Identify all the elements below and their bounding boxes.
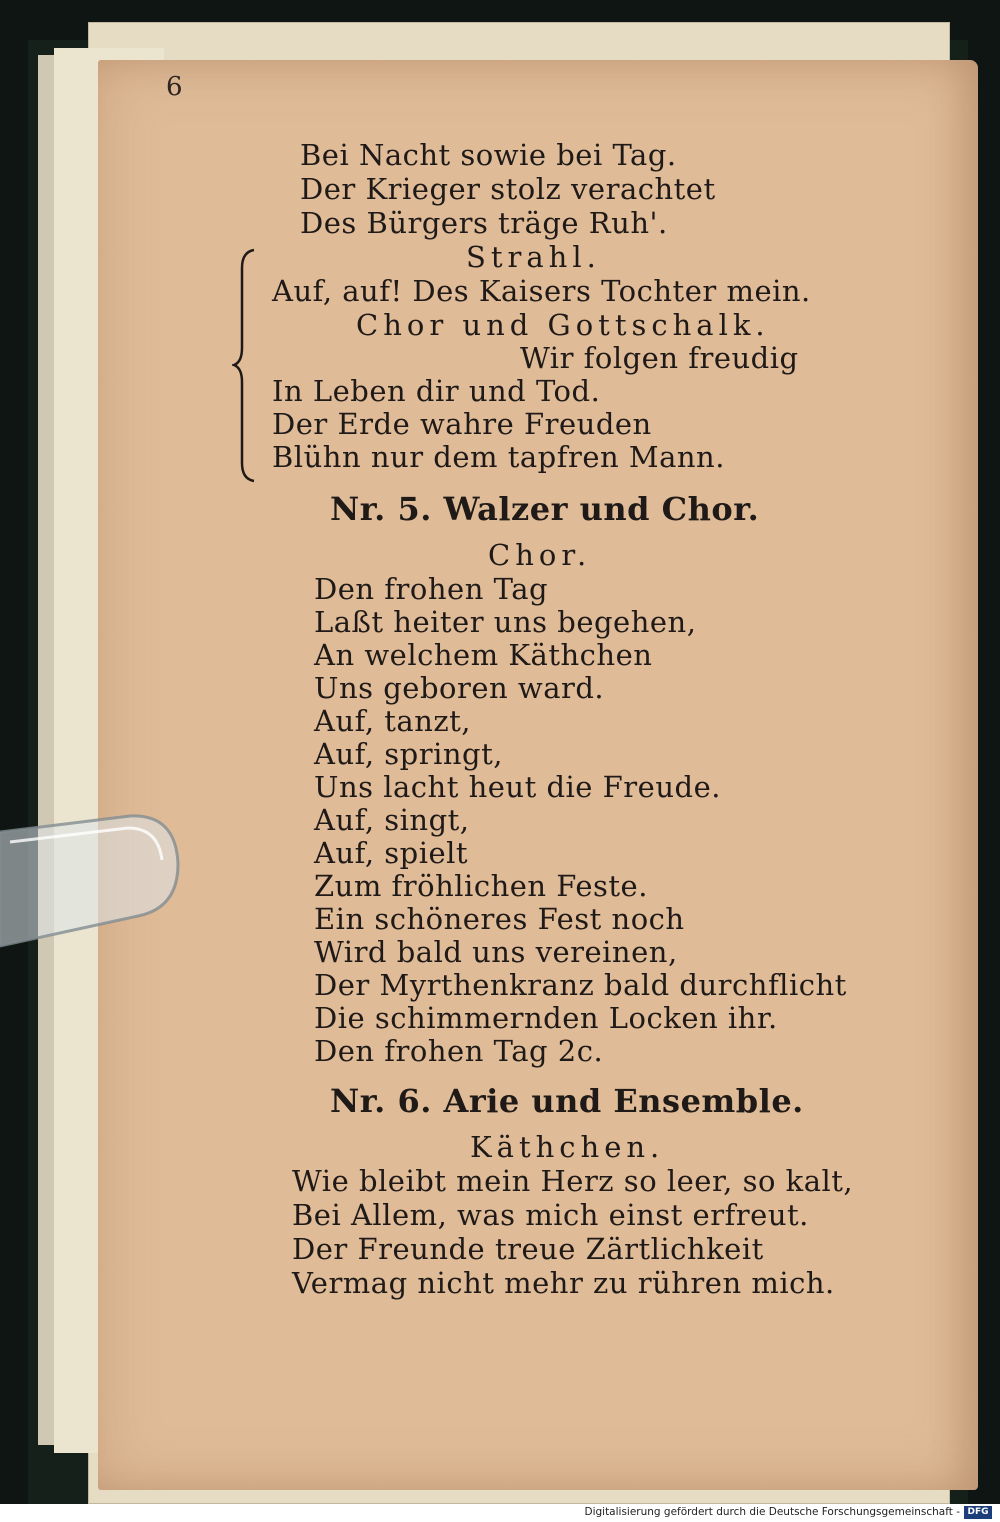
text-line: Uns geboren ward. [314, 671, 605, 705]
text-line: Auf, spielt [314, 836, 469, 870]
text-line: Der Erde wahre Freuden [272, 407, 652, 441]
text-line: Den frohen Tag [314, 572, 549, 606]
acrylic-clip [0, 812, 182, 962]
funding-credit: Digitalisierung gefördert durch die Deutsche Forschungsgemeinschaft - [584, 1506, 960, 1518]
speaker-name: Chor. [488, 538, 592, 572]
text-line: Auf, tanzt, [314, 704, 472, 738]
text-line: Vermag nicht mehr zu rühren mich. [292, 1266, 835, 1300]
text-line: Auf, singt, [314, 803, 470, 837]
text-line: An welchem Käthchen [314, 638, 653, 672]
text-line: Laßt heiter uns begehen, [314, 605, 697, 639]
dfg-logo: DFG [964, 1506, 992, 1519]
curly-brace [232, 248, 262, 483]
text-line: Der Myrthenkranz bald durchflicht [314, 968, 847, 1002]
speaker-name: Käthchen. [470, 1130, 665, 1164]
text-line: Ein schöneres Fest noch [314, 902, 685, 936]
text-line: Wird bald uns vereinen, [314, 935, 678, 969]
text-line: Der Freunde treue Zärtlichkeit [292, 1232, 764, 1266]
speaker-name: Chor und Gottschalk. [356, 308, 770, 342]
text-line: Der Krieger stolz verachtet [300, 172, 716, 206]
section-heading: Nr. 5. Walzer und Chor. [330, 490, 760, 528]
text-line: Auf, auf! Des Kaisers Tochter mein. [272, 274, 811, 308]
text-line: In Leben dir und Tod. [272, 374, 601, 408]
text-line: Wir folgen freudig [520, 341, 799, 375]
text-line: Blühn nur dem tapfren Mann. [272, 440, 725, 474]
text-line: Uns lacht heut die Freude. [314, 770, 721, 804]
text-line: Auf, springt, [314, 737, 503, 771]
text-line: Den frohen Tag 2c. [314, 1034, 604, 1068]
speaker-name: Strahl. [466, 240, 601, 274]
text-line: Wie bleibt mein Herz so leer, so kalt, [292, 1164, 854, 1198]
text-line: Die schimmernden Locken ihr. [314, 1001, 778, 1035]
text-line: Bei Nacht sowie bei Tag. [300, 138, 677, 172]
text-line: Des Bürgers träge Ruh'. [300, 206, 668, 240]
page-number: 6 [166, 72, 183, 102]
text-line: Zum fröhlichen Feste. [314, 869, 648, 903]
section-heading: Nr. 6. Arie und Ensemble. [330, 1082, 804, 1120]
text-line: Bei Allem, was mich einst erfreut. [292, 1198, 809, 1232]
